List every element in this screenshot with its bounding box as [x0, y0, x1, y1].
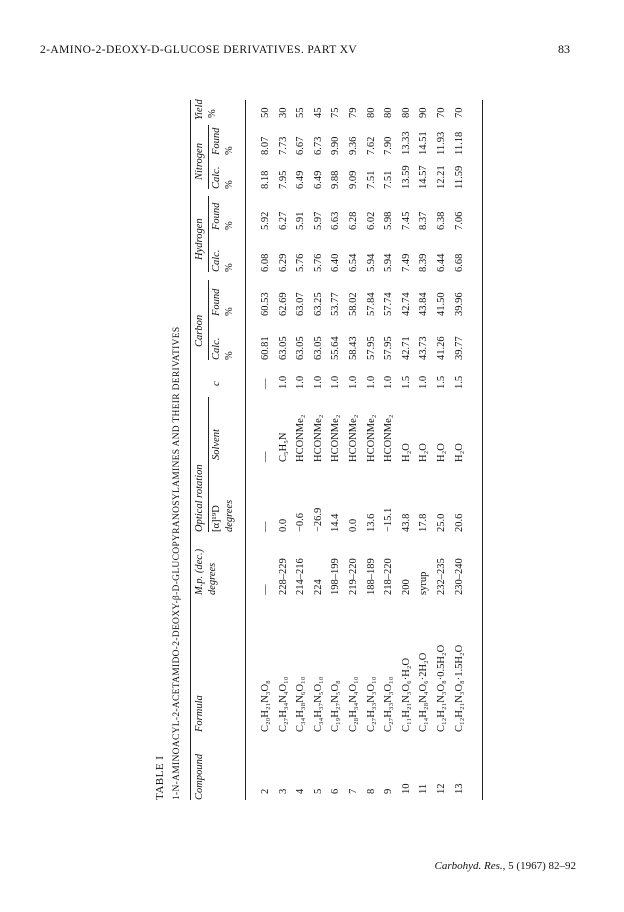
cell-c-found: 57.84: [365, 292, 377, 316]
cell-c-calc: 55.64: [330, 336, 342, 360]
header-hydrogen-found-unit: %: [224, 221, 235, 230]
cell-mp: 188–189: [365, 558, 377, 595]
cell-formula: C₁₄H₂₈N₄O₆·2H₂O: [418, 652, 430, 732]
cell-h-calc: 6.54: [348, 253, 359, 272]
cell-c-calc: 43.73: [418, 336, 430, 360]
cell-c-calc: 41.26: [436, 336, 447, 360]
cell-h-found: 7.45: [400, 211, 412, 230]
cell-n-found: 6.73: [312, 136, 324, 155]
cell-mp: 198–199: [330, 558, 342, 595]
cell-c-found: 63.25: [312, 292, 324, 316]
cell-c-calc: 57.95: [365, 336, 377, 360]
cell-alpha: 25.0: [436, 513, 447, 532]
header-hydrogen-found: Found: [211, 202, 222, 230]
journal-details: , 5 (1967) 82–92: [502, 860, 576, 872]
cell-compound: 11: [418, 783, 430, 794]
cell-h-found: 5.97: [312, 211, 324, 230]
cell-c-calc: 58.43: [348, 336, 359, 360]
cell-c-calc: 39.77: [453, 336, 465, 360]
cell-yield: 45: [312, 107, 324, 118]
table-title: TABLE I: [154, 755, 166, 800]
cell-n-calc: 7.51: [365, 170, 377, 189]
cell-solvent: HCONMe₂: [295, 414, 307, 462]
cell-h-found: 6.27: [277, 211, 289, 230]
journal-reference: [435, 860, 576, 872]
cell-mp: 224: [312, 579, 324, 595]
cell-formula: C₂₀H₂₁N₃O₈: [260, 680, 271, 732]
header-yield-unit: %: [207, 109, 218, 118]
cell-yield: 79: [348, 107, 359, 118]
cell-solvent: HCONMe₂: [383, 414, 395, 462]
cell-n-calc: 9.88: [330, 170, 342, 189]
cell-h-calc: 6.29: [277, 253, 289, 272]
cell-h-calc: 7.49: [400, 253, 412, 272]
cell-solvent: —: [260, 451, 271, 462]
header-mp-unit: degrees: [207, 562, 218, 595]
cell-yield: 30: [277, 107, 289, 118]
cell-n-found: 7.73: [277, 136, 289, 155]
header-c: c: [211, 381, 222, 386]
header-hydrogen-calc-unit: %: [224, 263, 235, 272]
cell-c: 1.0: [348, 375, 359, 389]
cell-c: 1.5: [400, 375, 412, 389]
cell-c-found: 41.50: [436, 292, 447, 316]
cell-c: 1.5: [436, 375, 447, 389]
cell-c-calc: 42.71: [400, 336, 412, 360]
cell-solvent: HCONMe₂: [348, 414, 359, 462]
header-solvent: Solvent: [211, 429, 222, 460]
header-nitrogen-found: Found: [211, 127, 222, 155]
cell-compound: 13: [453, 783, 465, 794]
cell-h-found: 5.91: [295, 211, 307, 230]
cell-compound: 4: [295, 788, 307, 794]
cell-formula: C₂₇H₃₃N₃O₁₀: [383, 676, 395, 732]
cell-alpha: 14.4: [330, 513, 342, 532]
page-number: 83: [558, 42, 570, 56]
cell-compound: 9: [383, 788, 395, 794]
bottom-rule: [482, 100, 483, 800]
cell-yield: 75: [330, 107, 342, 118]
cell-c: 1.0: [330, 375, 342, 389]
cell-n-calc: 6.49: [295, 170, 307, 189]
cell-alpha: −0.6: [295, 512, 307, 532]
cell-h-found: 6.28: [348, 211, 359, 230]
cell-n-calc: 7.95: [277, 170, 289, 189]
cell-mp: 214–216: [295, 558, 307, 595]
cell-h-calc: 5.94: [365, 253, 377, 272]
cell-compound: 10: [400, 783, 412, 794]
cell-h-found: 5.92: [260, 211, 271, 230]
cell-h-calc: 6.08: [260, 253, 271, 272]
cell-n-found: 6.67: [295, 136, 307, 155]
cell-n-calc: 8.18: [260, 170, 271, 189]
cell-mp: 232–235: [436, 558, 447, 595]
cell-h-calc: 5.94: [383, 253, 395, 272]
cell-alpha: 17.8: [418, 513, 430, 532]
cell-alpha: 20.6: [453, 513, 465, 532]
cell-mp: syrup: [418, 571, 430, 595]
cell-mp: —: [260, 584, 271, 595]
table-caption: 1-N-AMINOACYL-2-ACETAMIDO-2-DEOXY-β-D-GLUCOPYRANOSYLAMINES AND THEIR DERIVATIVES: [172, 326, 182, 800]
cell-n-calc: 13.59: [400, 165, 412, 189]
rotated-table: [152, 100, 612, 800]
optical-rotation-underline: [208, 397, 209, 532]
cell-yield: 80: [383, 107, 395, 118]
cell-c: 1.0: [295, 375, 307, 389]
cell-compound: 8: [365, 788, 377, 794]
cell-c: 1.5: [453, 375, 465, 389]
cell-compound: 12: [436, 783, 447, 794]
header-carbon-calc-unit: %: [224, 351, 235, 360]
cell-h-calc: 5.76: [295, 253, 307, 272]
cell-n-found: 9.90: [330, 136, 342, 155]
cell-solvent: H₂O: [453, 443, 465, 462]
cell-yield: 50: [260, 107, 271, 118]
cell-n-found: 8.07: [260, 136, 271, 155]
cell-compound: 3: [277, 788, 289, 794]
cell-c-found: 58.02: [348, 292, 359, 316]
cell-c-calc: 63.05: [295, 336, 307, 360]
cell-solvent: HCONMe₂: [330, 414, 342, 462]
cell-c: —: [260, 378, 271, 389]
cell-compound: 5: [312, 788, 324, 794]
cell-c: 1.0: [312, 375, 324, 389]
cell-yield: 90: [418, 107, 430, 118]
header-nitrogen-found-unit: %: [224, 146, 235, 155]
cell-formula: C₁₁H₂₁N₃O₆·H₂O: [400, 657, 412, 732]
cell-yield: 70: [436, 107, 447, 118]
cell-n-calc: 6.49: [312, 170, 324, 189]
cell-c-calc: 60.81: [260, 336, 271, 360]
cell-c-calc: 57.95: [383, 336, 395, 360]
cell-h-found: 6.02: [365, 211, 377, 230]
cell-mp: 200: [400, 579, 412, 595]
cell-h-calc: 6.44: [436, 253, 447, 272]
cell-h-found: 5.98: [383, 211, 395, 230]
cell-n-found: 13.33: [400, 131, 412, 155]
header-compound: Compound: [194, 753, 205, 800]
cell-formula: C₂₇H₃₃N₃O₁₀: [365, 676, 377, 732]
cell-formula: C₁₉H₂₇N₅O₈: [330, 680, 342, 732]
nitrogen-underline: [208, 125, 209, 189]
header-hydrogen: Hydrogen: [194, 218, 205, 260]
cell-yield: 70: [453, 107, 465, 118]
cell-solvent: H₂O: [400, 443, 412, 462]
cell-c: 1.0: [418, 375, 430, 389]
cell-c: 1.0: [365, 375, 377, 389]
cell-mp: 219–220: [348, 558, 359, 595]
cell-compound: 7: [348, 788, 359, 794]
cell-n-found: 14.51: [418, 131, 430, 155]
cell-formula: C₂₈H₃₄N₄O₁₀: [348, 676, 359, 732]
cell-n-calc: 7.51: [383, 170, 395, 189]
journal-name: Carbohyd. Res.: [434, 860, 503, 872]
cell-n-found: 7.90: [383, 136, 395, 155]
header-hydrogen-calc: Calc.: [211, 249, 222, 272]
cell-h-found: 7.06: [453, 211, 465, 230]
cell-c: 1.0: [383, 375, 395, 389]
hydrogen-underline: [208, 196, 209, 272]
cell-solvent: H₂O: [418, 443, 430, 462]
cell-formula: C₃₄H₃₇N₅O₁₀: [312, 676, 324, 732]
cell-n-calc: 9.09: [348, 170, 359, 189]
cell-n-calc: 14.57: [418, 165, 430, 189]
header-alpha-unit: degrees: [224, 499, 235, 532]
cell-formula: C₁₂H₂₁N₃O₈·0.5H₂O: [436, 644, 447, 732]
cell-yield: 80: [400, 107, 412, 118]
cell-solvent: H₂O: [436, 443, 447, 462]
header-carbon-found: Found: [211, 288, 222, 316]
header-formula: Formula: [194, 695, 205, 732]
header-nitrogen-calc-unit: %: [224, 180, 235, 189]
cell-alpha: 43.8: [400, 513, 412, 532]
cell-h-found: 8.37: [418, 211, 430, 230]
header-mp: M.p. (dec.): [194, 548, 205, 595]
cell-mp: 230–240: [453, 558, 465, 595]
cell-mp: 218–220: [383, 558, 395, 595]
cell-alpha: —: [260, 521, 271, 532]
cell-c-found: 60.53: [260, 292, 271, 316]
cell-c-found: 63.07: [295, 292, 307, 316]
cell-c-found: 43.84: [418, 292, 430, 316]
cell-h-calc: 5.76: [312, 253, 324, 272]
cell-n-calc: 11.59: [453, 165, 465, 189]
cell-c-found: 39.96: [453, 292, 465, 316]
running-head: 2-AMINO-2-DEOXY-D-GLUCOSE DERIVATIVES. PART XV: [40, 44, 358, 56]
cell-yield: 80: [365, 107, 377, 118]
cell-alpha: 13.6: [365, 513, 377, 532]
header-alpha: [α]¹⁹D: [211, 505, 222, 532]
header-rule: [245, 100, 246, 800]
header-carbon: Carbon: [194, 314, 205, 347]
cell-n-found: 11.18: [453, 131, 465, 155]
cell-alpha: −15.1: [383, 507, 395, 532]
top-rule: [190, 100, 191, 800]
cell-n-found: 11.93: [436, 131, 447, 155]
header-carbon-calc: Calc.: [211, 337, 222, 360]
cell-h-calc: 8.39: [418, 253, 430, 272]
cell-h-found: 6.63: [330, 211, 342, 230]
cell-yield: 55: [295, 107, 307, 118]
cell-alpha: 0.0: [277, 518, 289, 532]
cell-n-found: 7.62: [365, 136, 377, 155]
cell-solvent: C₅H₅N: [277, 432, 289, 462]
header-nitrogen: Nitrogen: [194, 143, 205, 180]
header-carbon-found-unit: %: [224, 307, 235, 316]
cell-c-found: 62.69: [277, 292, 289, 316]
cell-c-found: 57.74: [383, 292, 395, 316]
cell-n-found: 9.36: [348, 136, 359, 155]
cell-solvent: HCONMe₂: [365, 414, 377, 462]
cell-h-calc: 6.40: [330, 253, 342, 272]
cell-formula: C₃₄H₃₈N₆O₁₀: [295, 676, 307, 732]
cell-c-found: 42.74: [400, 292, 412, 316]
cell-alpha: −26.9: [312, 507, 324, 532]
header-optical-rotation: Optical rotation: [194, 464, 205, 532]
cell-formula: C₁₂H₂₁N₃O₈·1.5H₂O: [453, 644, 465, 732]
cell-formula: C₂₇H₃₄N₄O₁₀: [277, 676, 289, 732]
cell-h-found: 6.38: [436, 211, 447, 230]
cell-c-calc: 63.05: [277, 336, 289, 360]
header-nitrogen-calc: Calc.: [211, 166, 222, 189]
cell-h-calc: 6.68: [453, 253, 465, 272]
cell-compound: 2: [260, 788, 271, 794]
cell-c: 1.0: [277, 375, 289, 389]
cell-mp: 228–229: [277, 558, 289, 595]
cell-alpha: 0.0: [348, 518, 359, 532]
cell-c-found: 53.77: [330, 292, 342, 316]
cell-compound: 6: [330, 788, 342, 794]
header-yield: Yield: [194, 99, 205, 120]
cell-solvent: HCONMe₂: [312, 414, 324, 462]
carbon-underline: [208, 280, 209, 360]
cell-n-calc: 12.21: [436, 165, 447, 189]
cell-c-calc: 63.05: [312, 336, 324, 360]
